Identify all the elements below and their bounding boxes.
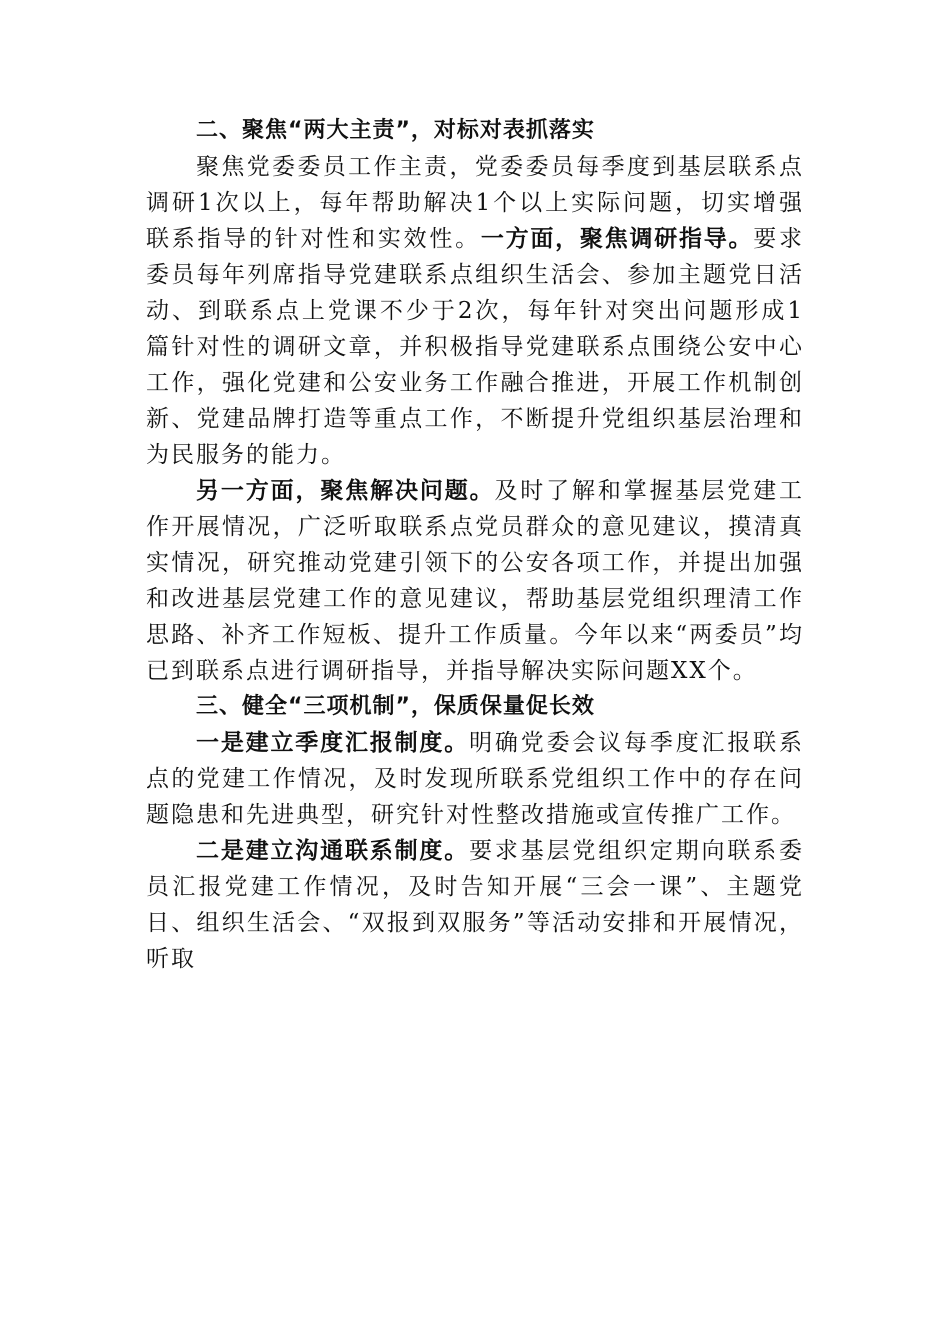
section-heading-3: 三、健全“三项机制”，保质保量促长效 <box>196 694 595 719</box>
section-heading-2: 二、聚焦“两大主责”，对标对表抓落实 <box>196 118 595 143</box>
paragraph-text: 明确党委会议每季度汇报联系点的党建工作情况，及时发现所联系党组织工作中的存在问题隐患和先进典型，研究针对性整改措施或宣传推广工作。 <box>146 730 805 828</box>
paragraph-text: 聚焦党委委员工作主责，党委委员每季度到基层联系点调研1次以上，每年帮助解决1个以上实际问题，切实增强联系指导的针对性和实效性。 <box>146 154 804 252</box>
paragraph-lead: 另一方面，聚焦解决问题。 <box>196 478 495 504</box>
paragraph-lead: 一是建立季度汇报制度。 <box>196 730 470 756</box>
paragraph-quarterly-report <box>146 725 804 833</box>
paragraph-lead: 一方面，聚焦调研指导。 <box>480 226 754 252</box>
paragraph-solve-problems <box>146 473 804 689</box>
paragraph-research-guidance <box>146 149 804 473</box>
paragraph-text: 及时了解和掌握基层党建工作开展情况，广泛听取联系点党员群众的意见建议，摸清真实情况，研究推动党建引领下的公安各项工作，并提出加强和改进基层党建工作的意见建议，帮助基层党组织理清工作思路、补齐工作短板、提升工作质量。今年以来“两委员”均已到联系点进行调研指导，并指导解决实际问题XX个。 <box>146 478 805 684</box>
paragraph-communication <box>146 833 804 977</box>
document-body <box>146 113 804 977</box>
paragraph-text: 要求基层党组织定期向联系委员汇报党建工作情况，及时告知开展“三会一课”、主题党日、组织生活会、“双报到双服务”等活动安排和开展情况，听取 <box>146 838 805 972</box>
paragraph-text: 要求委员每年列席指导党建联系点组织生活会、参加主题党日活动、到联系点上党课不少于2次，每年针对突出问题形成1篇针对性的调研文章，并积极指导党建联系点围绕公安中心工作，强化党建和公安业务工作融合推进，开展工作机制创新、党建品牌打造等重点工作，不断提升党组织基层治理和为民服务的能力。 <box>146 226 805 468</box>
paragraph-lead: 二是建立沟通联系制度。 <box>196 838 470 864</box>
